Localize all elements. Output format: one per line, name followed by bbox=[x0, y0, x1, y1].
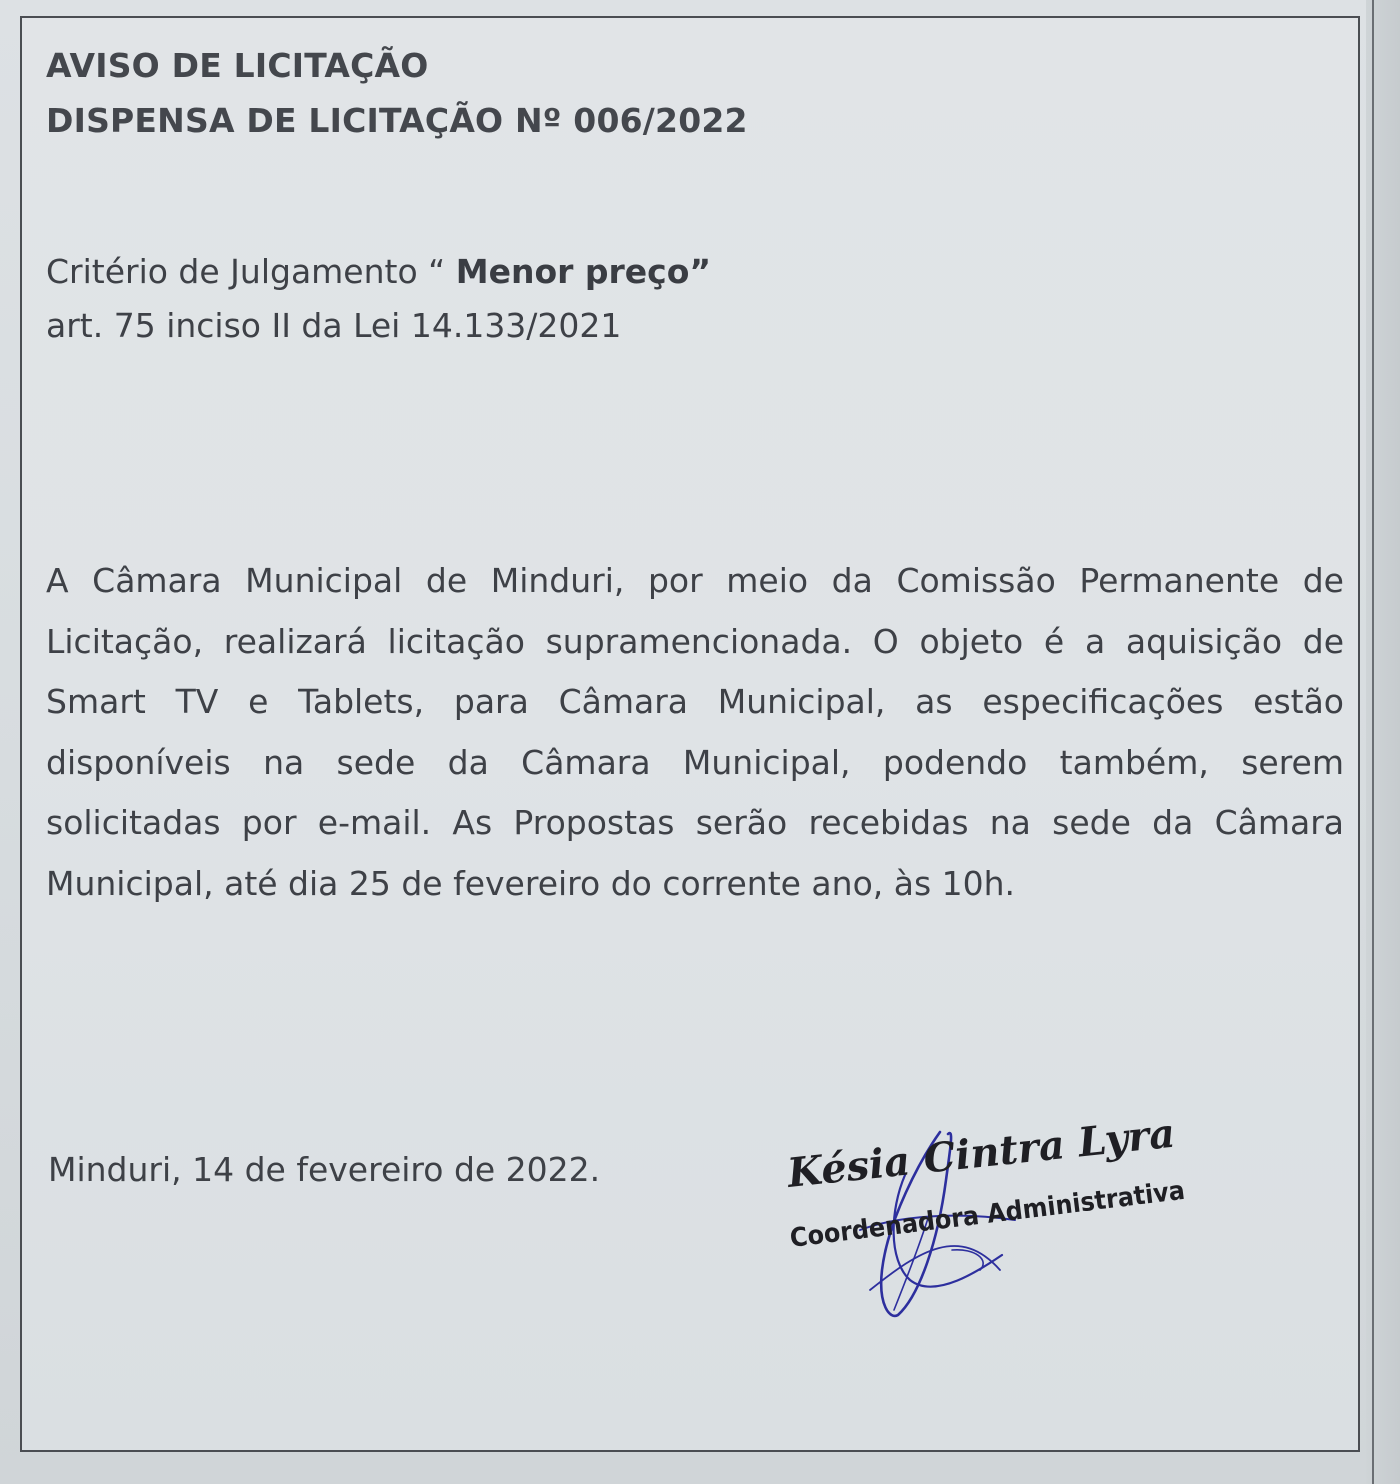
notice-subheading: DISPENSA DE LICITAÇÃO Nº 006/2022 bbox=[46, 101, 748, 140]
criteria-value: Menor preço” bbox=[455, 252, 712, 291]
criteria-label: Critério de Julgamento “ bbox=[46, 252, 456, 291]
notice-heading: AVISO DE LICITAÇÃO bbox=[46, 46, 429, 85]
judgment-criteria bbox=[46, 252, 711, 291]
notice-body-paragraph: A Câmara Municipal de Minduri, por meio da Comissão Permanente de Licitação, realizará licitação supramencionada. O objeto é a aquisição de Smart TV e Tablets, para Câmara Municipal, as especificações estão disponíveis na sede da Câmara Municipal, podendo também, serem solicitadas por e-mail. As Propostas serão recebidas na sede da Câmara Municipal, até dia 25 de fevereiro do corrente ano, às 10h. bbox=[46, 561, 1344, 903]
date-line: Minduri, 14 de fevereiro de 2022. bbox=[48, 1150, 601, 1189]
stamp-name: Késia Cintra Lyra bbox=[785, 1109, 1178, 1197]
stamp-title: Coordenadora Administrativa bbox=[788, 1175, 1187, 1254]
legal-reference: art. 75 inciso II da Lei 14.133/2021 bbox=[46, 306, 622, 345]
adjacent-page-edge bbox=[1366, 0, 1400, 1484]
